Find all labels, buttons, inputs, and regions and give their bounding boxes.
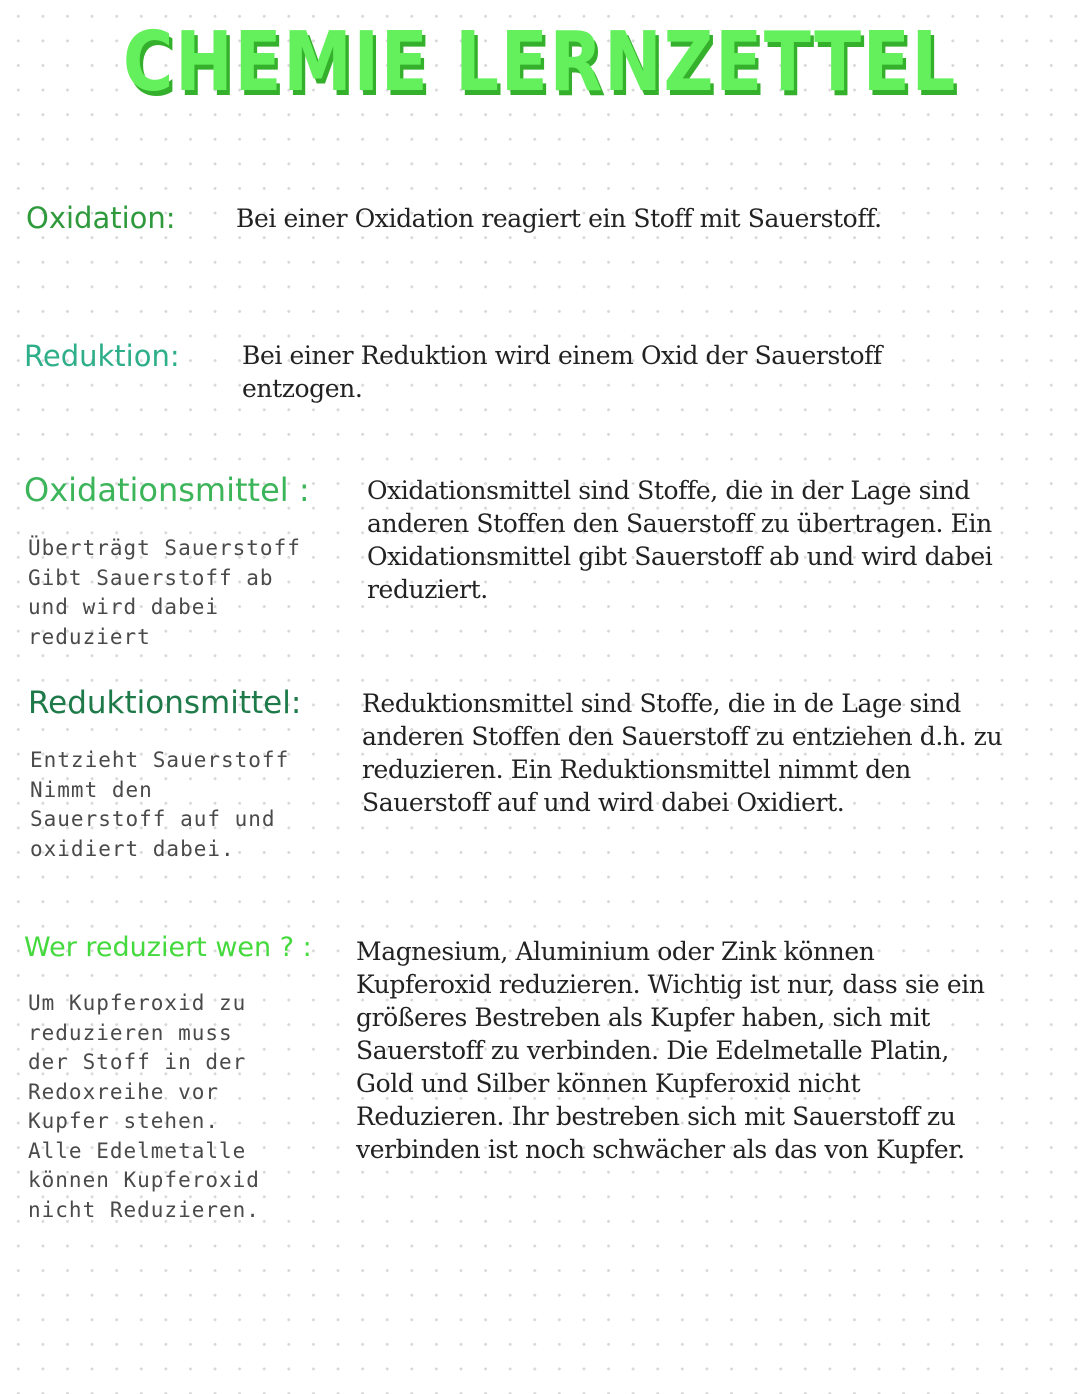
term-oxidationsmittel: Oxidationsmittel : [24, 471, 310, 509]
note-line: Kupfer stehen. [28, 1109, 220, 1133]
page-title: CHEMIE LERNZETTEL [122, 15, 958, 110]
note-line: können Kupferoxid [28, 1168, 260, 1192]
definition-reduktion: Bei einer Reduktion wird einem Oxid der Sauerstoff entzogen. [242, 341, 882, 403]
notes-oxidationsmittel [28, 534, 301, 652]
note-line: reduziert [28, 624, 151, 649]
term-oxidation: Oxidation: [26, 201, 176, 235]
notes-reduktionsmittel [30, 746, 289, 864]
note-line: der Stoff in der [28, 1050, 247, 1074]
note-line: Nimmt den [30, 777, 153, 802]
definition-wer-reduziert-wen: Magnesium, Aluminium oder Zink können Kupferoxid reduzieren. Wichtig ist nur, dass sie ein größeres Bestreben als Kupfer haben, sich mit Sauerstoff zu verbinden. Die Edelmetalle Platin, Gold und Silber können Kupferoxid nicht Reduzieren. Ihr bestreben sich mit Sauerstoff zu verbinden ist noch schwächer als das von Kupfer. [356, 937, 985, 1164]
note-line: Gibt Sauerstoff ab [28, 565, 274, 590]
note-line: oxidiert dabei. [30, 836, 235, 861]
note-line: Überträgt Sauerstoff [28, 536, 301, 560]
term-wer-reduziert-wen: Wer reduziert wen ? : [24, 932, 312, 963]
term-reduktion: Reduktion: [24, 339, 180, 373]
note-line: nicht Reduzieren. [28, 1197, 260, 1222]
definition-reduktionsmittel: Reduktionsmittel sind Stoffe, die in de Lage sind anderen Stoffen den Sauerstoff zu entziehen d.h. zu reduzieren. Ein Reduktionsmittel nimmt den Sauerstoff auf und wird dabei Oxidiert. [362, 689, 1003, 817]
notes-wer-reduziert-wen [28, 989, 260, 1225]
note-line: Entzieht Sauerstoff [30, 748, 290, 772]
note-line: reduzieren muss [28, 1020, 233, 1045]
note-line: Um Kupferoxid zu [28, 991, 247, 1015]
note-line: Alle Edelmetalle [28, 1138, 247, 1163]
note-line: Sauerstoff auf und [30, 807, 276, 831]
note-line: Redoxreihe vor [28, 1079, 220, 1104]
definition-oxidation: Bei einer Oxidation reagiert ein Stoff mit Sauerstoff. [236, 204, 882, 233]
definition-oxidationsmittel: Oxidationsmittel sind Stoffe, die in der Lage sind anderen Stoffen den Sauerstoff zu übertragen. Ein Oxidationsmittel gibt Sauerstoff ab und wird dabei reduziert. [367, 476, 993, 604]
note-line: und wird dabei [28, 595, 220, 619]
term-reduktionsmittel: Reduktionsmittel: [28, 685, 302, 721]
